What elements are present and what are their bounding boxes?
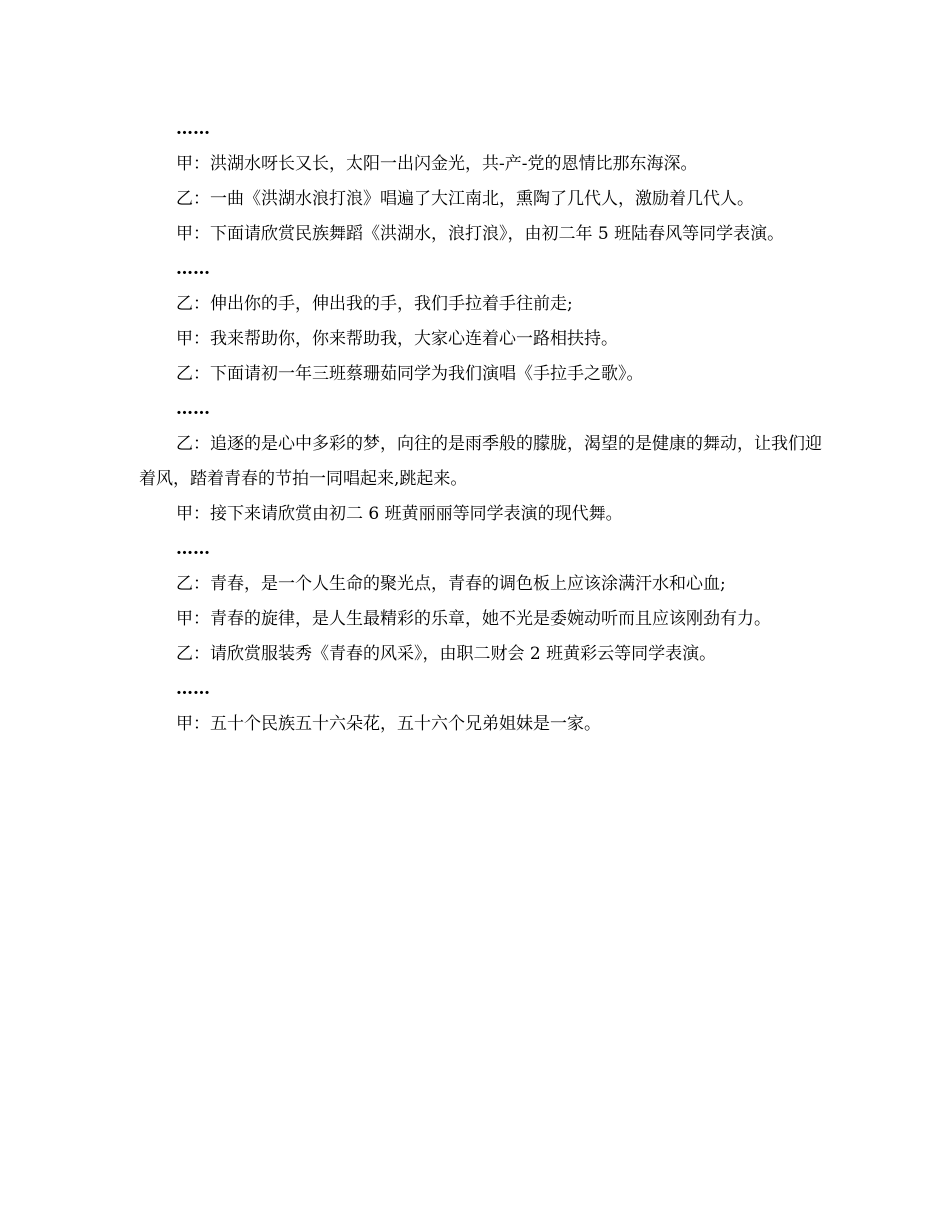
document-body [139, 112, 829, 742]
dialogue-line: 甲：洪湖水呀长又长，太阳一出闪金光，共-产-党的恩情比那东海深。 [176, 154, 698, 174]
dialogue-line: 甲：接下来请欣赏由初二 6 班黄丽丽等同学表演的现代舞。 [176, 504, 623, 524]
dialogue-line: 乙：追逐的是心中多彩的梦，向往的是雨季般的朦胧，渴望的是健康的舞动，让我们迎着风，踏着青春的节拍一同唱起来,跳起来。 [139, 434, 822, 489]
ellipsis-separator: …… [176, 679, 210, 699]
dialogue-line: 甲：我来帮助你，你来帮助我，大家心连着心一路相扶持。 [176, 329, 618, 349]
dialogue-line: 乙：下面请初一年三班蔡珊茹同学为我们演唱《手拉手之歌》。 [176, 364, 644, 384]
ellipsis-separator: …… [176, 539, 210, 559]
dialogue-line: 乙：一曲《洪湖水浪打浪》唱遍了大江南北，熏陶了几代人，激励着几代人。 [176, 189, 754, 209]
dialogue-line: 甲：下面请欣赏民族舞蹈《洪湖水，浪打浪》，由初二年 5 班陆春风等同学表演。 [176, 224, 785, 244]
dialogue-line: 甲：青春的旋律，是人生最精彩的乐章，她不光是委婉动听而且应该刚劲有力。 [176, 609, 771, 629]
dialogue-line: 乙：请欣赏服装秀《青春的风采》，由职二财会 2 班黄彩云等同学表演。 [176, 644, 717, 664]
ellipsis-separator: …… [176, 259, 210, 279]
dialogue-line: 乙：青春，是一个人生命的聚光点，青春的调色板上应该涂满汗水和心血; [176, 574, 726, 594]
dialogue-line: 乙：伸出你的手，伸出我的手，我们手拉着手往前走; [176, 294, 573, 314]
dialogue-line: 甲：五十个民族五十六朵花，五十六个兄弟姐妹是一家。 [176, 714, 601, 734]
ellipsis-separator: …… [176, 119, 210, 139]
ellipsis-separator: …… [176, 399, 210, 419]
